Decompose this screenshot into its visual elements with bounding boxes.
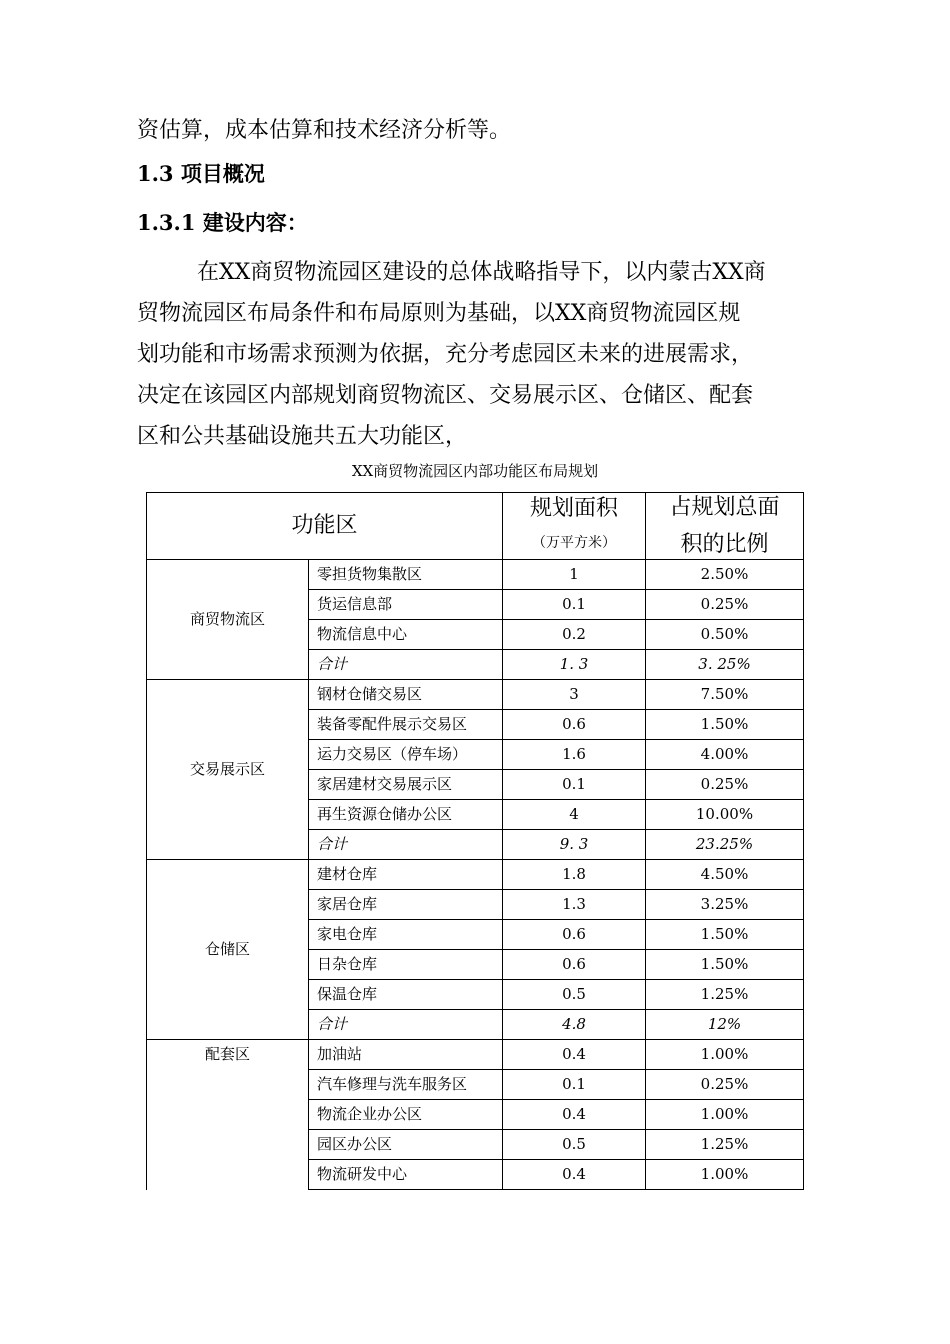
item-name-cell: 零担货物集散区 xyxy=(309,560,503,590)
item-name-cell: 合计 xyxy=(309,650,503,680)
header-area-unit: （万平方米） xyxy=(532,535,616,551)
item-name-cell: 家居仓库 xyxy=(309,890,503,920)
body-paragraph xyxy=(137,252,817,457)
header-zone: 功能区 xyxy=(147,493,503,560)
paragraph-line: 区和公共基础设施共五大功能区， xyxy=(137,424,468,449)
header-area: 规划面积 （万平方米） xyxy=(503,493,646,560)
zone-cell: 配套区 xyxy=(147,1040,309,1190)
zone-cell: 交易展示区 xyxy=(147,680,309,860)
ratio-cell: 12% xyxy=(646,1010,804,1040)
ratio-cell: 3. 25% xyxy=(646,650,804,680)
item-name-cell: 物流企业办公区 xyxy=(309,1100,503,1130)
area-cell: 0.1 xyxy=(503,590,646,620)
ratio-cell: 1.50% xyxy=(646,710,804,740)
zone-cell: 仓储区 xyxy=(147,860,309,1040)
area-cell: 0.4 xyxy=(503,1040,646,1070)
item-name-cell: 物流信息中心 xyxy=(309,620,503,650)
paragraph-line: 决定在该园区内部规划商贸物流区、交易展示区、仓储区、配套 xyxy=(137,383,754,408)
area-cell: 0.6 xyxy=(503,710,646,740)
header-ratio: 占规划总面 积的比例 xyxy=(646,493,804,560)
item-name-cell: 钢材仓储交易区 xyxy=(309,680,503,710)
area-cell: 0.6 xyxy=(503,920,646,950)
area-cell: 0.4 xyxy=(503,1100,646,1130)
ratio-cell: 2.50% xyxy=(646,560,804,590)
ratio-cell: 4.00% xyxy=(646,740,804,770)
ratio-cell: 23.25% xyxy=(646,830,804,860)
area-cell: 0.5 xyxy=(503,980,646,1010)
zone-cell: 商贸物流区 xyxy=(147,560,309,680)
table-body xyxy=(147,560,804,1190)
item-name-cell: 合计 xyxy=(309,1010,503,1040)
area-cell: 4 xyxy=(503,800,646,830)
intro-text: 资估算，成本估算和技术经济分析等。 xyxy=(137,118,512,143)
table-row xyxy=(147,1040,804,1070)
item-name-cell: 再生资源仓储办公区 xyxy=(309,800,503,830)
ratio-cell: 0.25% xyxy=(646,590,804,620)
area-cell: 1 xyxy=(503,560,646,590)
area-cell: 9. 3 xyxy=(503,830,646,860)
item-name-cell: 合计 xyxy=(309,830,503,860)
item-name-cell: 汽车修理与洗车服务区 xyxy=(309,1070,503,1100)
ratio-cell: 1.00% xyxy=(646,1160,804,1190)
area-cell: 0.6 xyxy=(503,950,646,980)
area-cell: 3 xyxy=(503,680,646,710)
table-row xyxy=(147,560,804,590)
ratio-cell: 0.25% xyxy=(646,770,804,800)
item-name-cell: 保温仓库 xyxy=(309,980,503,1010)
item-name-cell: 园区办公区 xyxy=(309,1130,503,1160)
ratio-cell: 1.50% xyxy=(646,920,804,950)
ratio-cell: 4.50% xyxy=(646,860,804,890)
item-name-cell: 家电仓库 xyxy=(309,920,503,950)
area-cell: 0.4 xyxy=(503,1160,646,1190)
area-cell: 0.2 xyxy=(503,620,646,650)
item-name-cell: 加油站 xyxy=(309,1040,503,1070)
ratio-cell: 0.50% xyxy=(646,620,804,650)
area-cell: 1.6 xyxy=(503,740,646,770)
item-name-cell: 日杂仓库 xyxy=(309,950,503,980)
ratio-cell: 1.00% xyxy=(646,1040,804,1070)
item-name-cell: 运力交易区（停车场） xyxy=(309,740,503,770)
area-cell: 0.1 xyxy=(503,1070,646,1100)
table-caption: XX商贸物流园区内部功能区布局规划 xyxy=(351,462,599,480)
item-name-cell: 物流研发中心 xyxy=(309,1160,503,1190)
ratio-cell: 10.00% xyxy=(646,800,804,830)
section-heading: 1.3 项目概况 xyxy=(137,161,265,186)
table-row xyxy=(147,680,804,710)
ratio-cell: 1.00% xyxy=(646,1100,804,1130)
ratio-cell: 7.50% xyxy=(646,680,804,710)
item-name-cell: 货运信息部 xyxy=(309,590,503,620)
ratio-cell: 3.25% xyxy=(646,890,804,920)
paragraph-line: 在XX商贸物流园区建设的总体战略指导下，以内蒙古XX商 xyxy=(197,260,766,285)
subsection-heading: 1.3.1 建设内容： xyxy=(137,210,308,235)
function-zone-table xyxy=(146,492,804,1190)
item-name-cell: 家居建材交易展示区 xyxy=(309,770,503,800)
ratio-cell: 1.50% xyxy=(646,950,804,980)
ratio-cell: 0.25% xyxy=(646,1070,804,1100)
ratio-cell: 1.25% xyxy=(646,1130,804,1160)
paragraph-line: 贸物流园区布局条件和布局原则为基础，以XX商贸物流园区规 xyxy=(137,301,741,326)
area-cell: 0.1 xyxy=(503,770,646,800)
area-cell: 1.3 xyxy=(503,890,646,920)
item-name-cell: 建材仓库 xyxy=(309,860,503,890)
area-cell: 4.8 xyxy=(503,1010,646,1040)
area-cell: 1.8 xyxy=(503,860,646,890)
ratio-cell: 1.25% xyxy=(646,980,804,1010)
paragraph-line: 划功能和市场需求预测为依据，充分考虑园区未来的进展需求， xyxy=(137,342,754,367)
item-name-cell: 装备零配件展示交易区 xyxy=(309,710,503,740)
area-cell: 0.5 xyxy=(503,1130,646,1160)
area-cell: 1. 3 xyxy=(503,650,646,680)
table-header-row xyxy=(147,493,804,560)
table-row xyxy=(147,860,804,890)
